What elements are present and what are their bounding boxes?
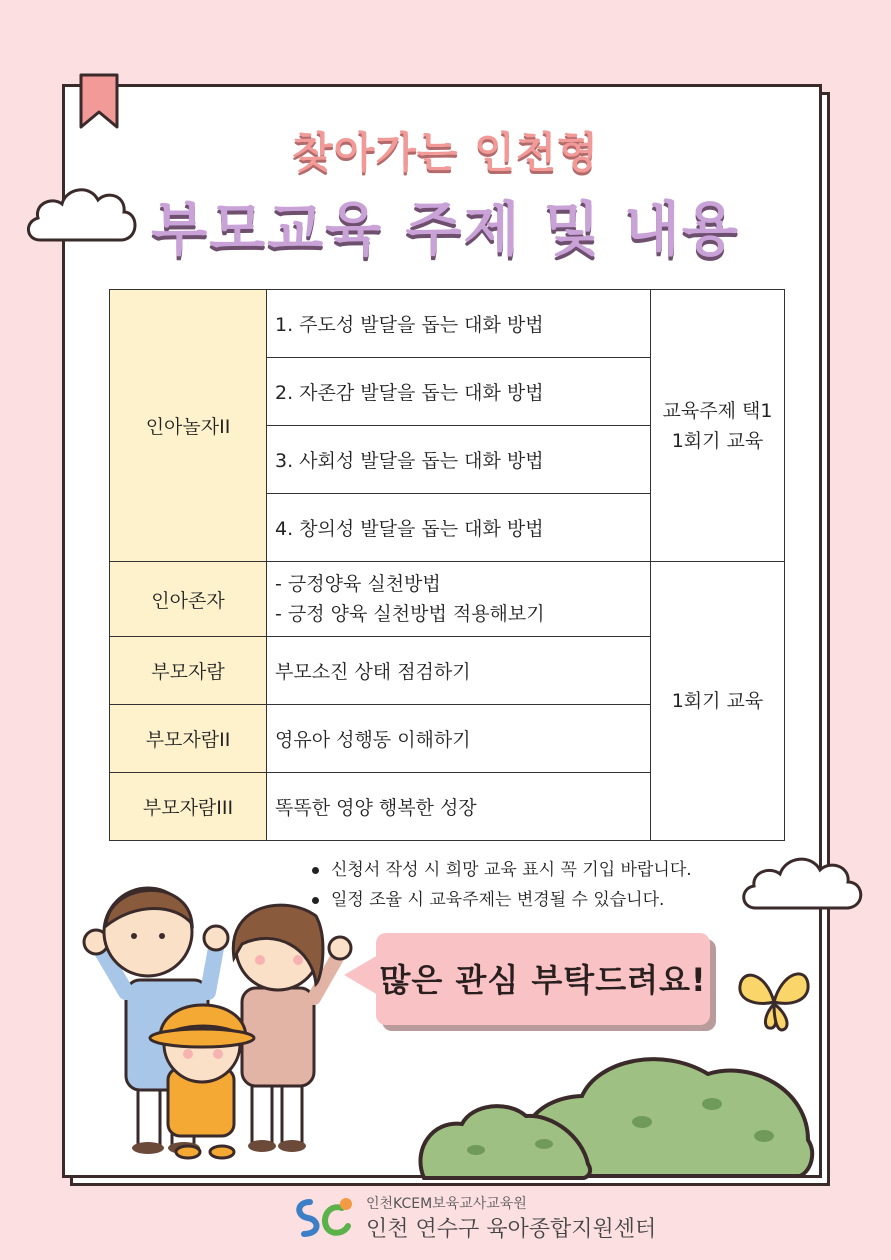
topic-cell	[267, 562, 651, 637]
butterfly-icon	[736, 962, 812, 1036]
education-table	[109, 289, 785, 841]
note-a-line1: 교육주제 택1	[662, 399, 773, 422]
footer-org-large: 인천 연수구 육아종합지원센터	[366, 1217, 657, 1242]
family-illustration	[76, 868, 366, 1168]
page-title-line1: 찾아가는 인천형	[292, 128, 599, 177]
note-cell-b: 1회기 교육	[651, 562, 785, 841]
topic-cell: 2. 자존감 발달을 돕는 대화 방법	[267, 358, 651, 426]
category-cell: 부모자람	[110, 637, 267, 705]
topic-cell: 1. 주도성 발달을 돕는 대화 방법	[267, 290, 651, 358]
list-item	[312, 885, 692, 915]
topic-line: - 긍정 양육 실천방법 적용해보기	[275, 603, 545, 625]
table-row	[110, 290, 785, 358]
topic-cell: 똑똑한 영양 행복한 성장	[267, 773, 651, 841]
topic-cell: 부모소진 상태 점검하기	[267, 637, 651, 705]
page-title-line2: 부모교육 주제 및 내용	[151, 195, 740, 263]
topic-cell: 영유아 성행동 이해하기	[267, 705, 651, 773]
category-cell: 부모자람III	[110, 773, 267, 841]
notes-list	[312, 855, 692, 915]
note-a-line2: 1회기 교육	[671, 429, 764, 452]
topic-cell: 3. 사회성 발달을 돕는 대화 방법	[267, 426, 651, 494]
note-text: 신청서 작성 시 희망 교육 표시 꼭 기입 바랍니다.	[331, 860, 692, 880]
bubble-text: 많은 관심 부탁드려요!	[379, 961, 707, 999]
table-row	[110, 562, 785, 637]
topic-cell: 4. 창의성 발달을 돕는 대화 방법	[267, 494, 651, 562]
category-cell: 인아놀자II	[110, 290, 267, 562]
footer-org-small: 인천KCEM보육교사교육원	[366, 1196, 527, 1212]
category-cell: 부모자람II	[110, 705, 267, 773]
note-text: 일정 조율 시 교육주제는 변경될 수 있습니다.	[331, 890, 665, 910]
note-cell-a	[651, 290, 785, 562]
center-logo-icon	[290, 1192, 360, 1240]
cloud-right-icon	[736, 848, 870, 918]
category-cell: 인아존자	[110, 562, 267, 637]
topic-line: - 긍정양육 실천방법	[275, 573, 441, 595]
list-item	[312, 855, 692, 885]
bush-illustration	[412, 1040, 824, 1180]
